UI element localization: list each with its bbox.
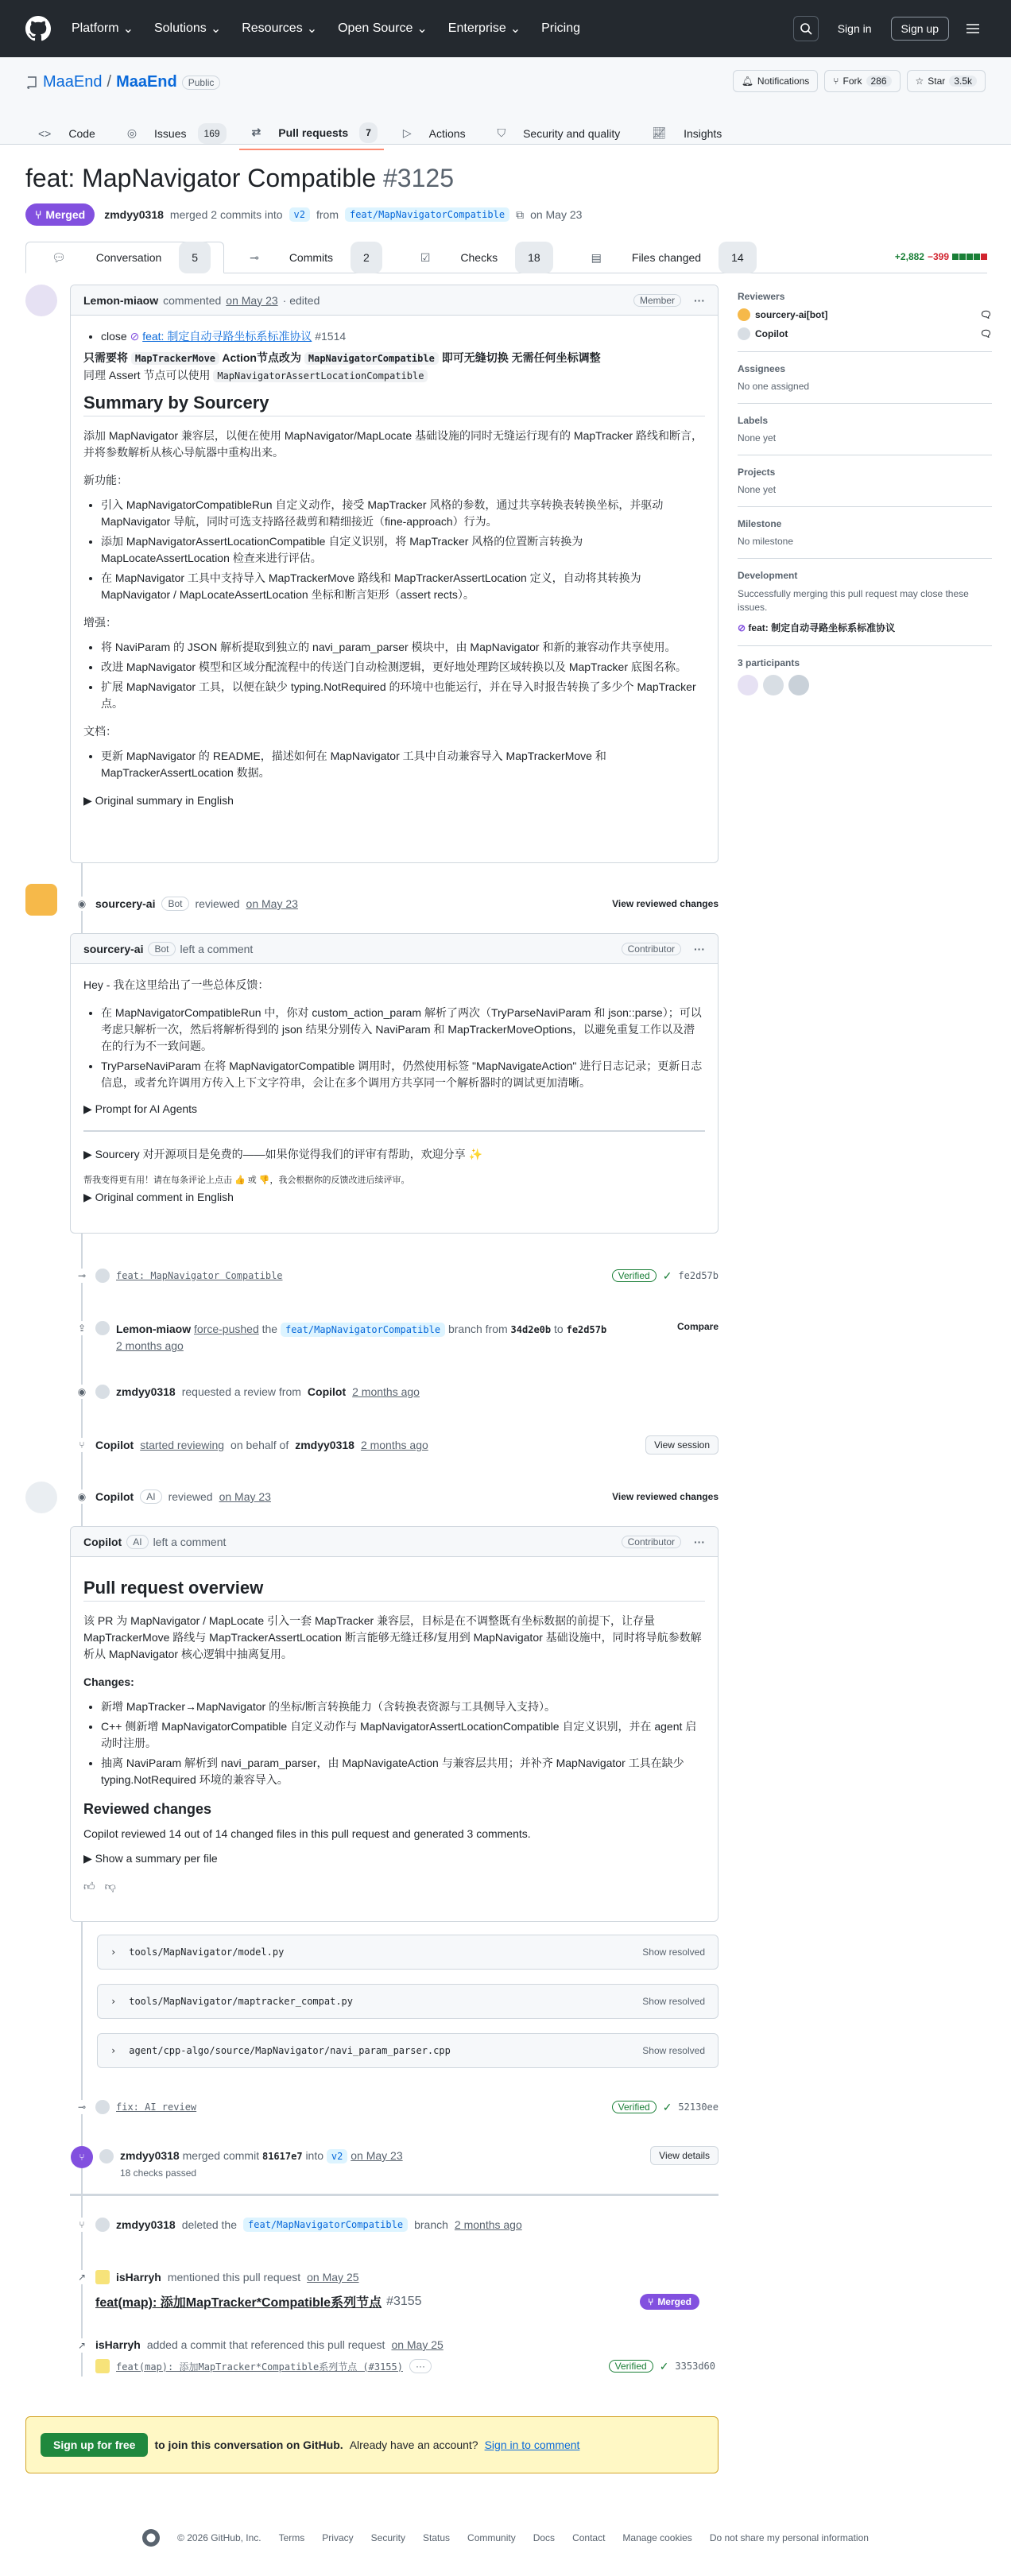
ref-commit-message[interactable]: feat(map): 添加MapTracker*Compatible系列节点 (#3155): [116, 2361, 403, 2373]
show-resolved-button[interactable]: Show resolved: [642, 1947, 705, 1958]
review-author[interactable]: Copilot: [95, 1490, 134, 1503]
push-time[interactable]: 2 months ago: [116, 1339, 184, 1352]
cross-reference-icon: ↗: [75, 2270, 89, 2284]
sourcery-free-toggle[interactable]: ▶ Sourcery 对开源项目是免费的——如果你觉得我们的评审有帮助，欢迎分享 ✨: [83, 1148, 482, 1160]
check-icon: ✓: [662, 1269, 672, 1282]
checks-status: 18 checks passed: [120, 2167, 197, 2179]
commit-sha[interactable]: fe2d57b: [678, 1270, 719, 1281]
verified-badge[interactable]: Verified: [612, 1269, 657, 1282]
comment-icon: 🗨︎: [979, 309, 992, 320]
from-sha[interactable]: 34d2e0b: [510, 1324, 552, 1335]
review-file-thread[interactable]: › tools/MapNavigator/maptracker_compat.py Show resolved: [97, 1984, 719, 2019]
sourcery-avatar[interactable]: [25, 884, 57, 916]
repo-push-icon: ⇪: [75, 1321, 89, 1335]
to-sha[interactable]: fe2d57b: [566, 1324, 607, 1335]
merger[interactable]: zmdyy0318: [120, 2149, 180, 2162]
commit-icon: ⊸: [250, 250, 259, 264]
copilot-avatar[interactable]: [25, 1482, 57, 1513]
requester[interactable]: zmdyy0318: [116, 1385, 176, 1398]
commit-sha[interactable]: 52130ee: [678, 2101, 719, 2113]
tab-issues[interactable]: ◎ Issues 169: [114, 116, 233, 150]
fork-button[interactable]: ⑂ Fork 286: [824, 70, 900, 92]
avatar: [95, 1385, 110, 1399]
repo-tabs: [25, 116, 734, 150]
notifications-button[interactable]: 🔔︎ Notifications: [733, 70, 819, 92]
chevron-down-icon: ⌄: [210, 22, 222, 36]
footer: [0, 2529, 1011, 2547]
thumbs-down-icon[interactable]: 👎︎: [104, 1880, 116, 1892]
session-owner[interactable]: zmdyy0318: [295, 1439, 354, 1451]
deletions-count: −399: [927, 251, 949, 262]
chevron-down-icon: ⌄: [306, 22, 318, 36]
review-date[interactable]: on May 23: [219, 1490, 271, 1503]
mention-date[interactable]: on May 25: [307, 2271, 359, 2284]
sign-up-button[interactable]: Sign up: [891, 17, 949, 41]
reviewers-heading: Reviewers: [738, 291, 785, 302]
comment-author[interactable]: Lemon-miaow: [83, 293, 159, 307]
check-icon: ✓: [659, 2359, 669, 2373]
participants-list: [738, 675, 992, 695]
merge-date: on May 23: [530, 208, 583, 221]
bot-badge: Bot: [148, 942, 175, 956]
force-push-event: ⇪ Lemon-miaow force-pushed the feat/MapNavigatorCompatible branch from 34d2e0b to fe2d57b 2 months ago Compare: [75, 1321, 719, 1354]
merge-divider: [70, 2194, 719, 2196]
request-time[interactable]: 2 months ago: [352, 1385, 420, 1398]
commit-icon: ⊸: [75, 2100, 89, 2114]
footer-link-security[interactable]: Security: [370, 2532, 405, 2543]
pr-author-link[interactable]: zmdyy0318: [104, 208, 164, 221]
ai-badge: AI: [126, 1535, 148, 1549]
tab-insights[interactable]: 📈︎ Insights: [639, 116, 734, 150]
sidebar: Reviewers sourcery-ai[bot] 🗨︎ Copilot 🗨︎ Assignees No one assigned Labels None yet Projects None yet Milestone No milestone Development Successfully merging this pull request may close these issues. ⊘ feat: 制定自动寻路坐标系标准协议 3 participants: [738, 291, 992, 695]
session-time[interactable]: 2 months ago: [360, 1439, 428, 1451]
reviewed-changes-heading: Reviewed changes: [83, 1801, 212, 1817]
repo-header: [0, 57, 1011, 145]
avatar[interactable]: [763, 675, 784, 695]
from-text: from: [316, 208, 339, 221]
role-badge: Member: [633, 294, 681, 307]
mentioned-pr-number: #3155: [386, 2294, 422, 2308]
nav-open-source[interactable]: Open Source ⌄: [338, 21, 428, 36]
footer-link-privacy[interactable]: Privacy: [322, 2532, 354, 2543]
bell-icon: 🔔︎: [741, 76, 753, 87]
original-summary-toggle[interactable]: ▶ Original summary in English: [83, 794, 234, 807]
prompt-toggle[interactable]: ▶ Prompt for AI Agents: [83, 1102, 198, 1115]
merge-sha[interactable]: 81617e7: [261, 2151, 303, 2162]
repo-icon: [25, 76, 38, 89]
avatar[interactable]: [788, 675, 809, 695]
review-request-event: ◉ zmdyy0318 requested a review from Copilot 2 months ago: [75, 1385, 719, 1399]
footer-link-do-not-share[interactable]: Do not share my personal information: [709, 2532, 869, 2543]
avatar: [95, 2359, 110, 2373]
ref-date[interactable]: on May 25: [391, 2338, 444, 2351]
kebab-menu-icon[interactable]: ···: [694, 1535, 705, 1548]
signup-text: to join this conversation on GitHub.: [154, 2438, 343, 2451]
issue-number: #1514: [315, 330, 347, 343]
avatar: [738, 327, 750, 340]
tab-pull-requests[interactable]: ⇄ Pull requests 7: [239, 116, 384, 150]
branch-name[interactable]: feat/MapNavigatorCompatible: [281, 1323, 445, 1337]
merged-text: merged 2 commits into: [169, 208, 283, 221]
linked-issue[interactable]: ⊘ feat: 制定自动寻路坐标系标准协议: [738, 622, 896, 633]
fork-count: 286: [866, 76, 892, 87]
chevron-down-icon: ⌄: [509, 22, 521, 36]
signup-banner: [25, 2416, 719, 2473]
graph-icon: 📈︎: [652, 126, 667, 139]
compare-button[interactable]: Compare: [676, 1321, 719, 1332]
additions-count: +2,882: [894, 251, 924, 262]
role-badge: Contributor: [622, 943, 681, 955]
signin-prompt: Already have an account?: [349, 2438, 478, 2451]
repo-name-link[interactable]: MaaEnd: [116, 73, 177, 91]
nav-resources[interactable]: Resources ⌄: [242, 21, 318, 36]
comment-icon: 🗨︎: [979, 328, 992, 339]
avatar: [738, 308, 750, 321]
chevron-right-icon: ›: [110, 2045, 117, 2056]
file-diff-icon: ▤: [591, 250, 602, 264]
avatar: [99, 2149, 114, 2163]
merge-icon: ⑂: [71, 2146, 93, 2168]
commit-sha[interactable]: 3353d60: [675, 2361, 715, 2372]
chevron-down-icon: ⌄: [416, 22, 428, 36]
cross-reference-icon: ↗: [75, 2338, 89, 2353]
deleter[interactable]: zmdyy0318: [116, 2218, 176, 2231]
tab-code[interactable]: <> Code: [25, 116, 108, 150]
avatar: [95, 2270, 110, 2284]
footer-link-cookies[interactable]: Manage cookies: [622, 2532, 692, 2543]
base-branch[interactable]: v2: [327, 2149, 347, 2163]
menu-button[interactable]: [960, 16, 986, 41]
git-branch-icon: ⑂: [75, 1438, 89, 1452]
kebab-menu-icon[interactable]: ···: [694, 942, 705, 955]
commit-message[interactable]: fix: AI review: [116, 2101, 197, 2113]
avatar[interactable]: [25, 285, 57, 316]
avatar: [95, 2100, 110, 2114]
labels-heading: Labels: [738, 415, 769, 426]
requested-reviewer[interactable]: Copilot: [307, 1385, 347, 1398]
tab-conversation[interactable]: 💬︎ Conversation 5: [25, 242, 224, 273]
kebab-menu-icon[interactable]: ···: [694, 293, 705, 307]
session-author[interactable]: Copilot: [95, 1439, 134, 1451]
ai-badge: AI: [140, 1489, 161, 1504]
pr-title: [25, 164, 454, 193]
signup-button[interactable]: Sign up for free: [41, 2433, 148, 2457]
mention-author[interactable]: isHarryh: [116, 2271, 161, 2284]
merge-icon: ⑂: [648, 2295, 654, 2307]
pr-meta: [25, 203, 582, 226]
mention-event: ↗ isHarryh mentioned this pull request on May 25 feat(map): 添加MapTracker*Compatible系列节点 #3155 ⑂ Merged: [75, 2270, 719, 2311]
show-resolved-button[interactable]: Show resolved: [642, 2045, 705, 2056]
pr-description-comment: Lemon-miaow commented on May 23 · edited Member ··· • close ⊘ feat: 制定自动寻路坐标系标准协议 #1514 只需要将 MapTrackerMove Action节点改为 MapNavigatorCompatible 即可无缝切换 无需任何坐标调整 同理 Assert 节点可以使用 MapNavigatorAssertLocationCompatible Summary by Sourcery 添加 MapNavigator 兼容层，以便在使用 MapNavigator/MapLocate 基础设施的同时无缝运行现有的 MapTracker 路线和断言，并将参数解析从核心导航器中重构出来。 新功能： • 引入 MapNavigatorCompatibleRun 自定义动作，接受 MapTracker 风格的参数，通过共享转换表转换坐标，并驱动 MapNavigator 导航，同时可选支持路径裁剪和精细接近（fine-approach）行为。 • 添加 MapNavigatorAssertLocationCompatible 自定义识别，将 MapTracker 风格的位置断言转换为 MapLocateAssertLocation 检查来进行评估。 • 在 MapNavigator 工具中支持导入 MapTrackerMove 路线和 MapTrackerAssertLocation 定义，自动将其转换为 MapNavigator / MapLocateAssertLocation 坐标和断言矩形（assert rects）。 增强： • 将 NaviParam 的 JSON 解析提取到独立的 navi_param_parser 模块中，由 MapNavigator 和新的兼容动作共享使用。 • 改进 MapNavigator 模型和区域分配流程中的传送门自动检测逻辑，更好地处理跨区域转换以及 MapTracker 底图名称。 • 扩展 MapNavigator 工具，以便在缺少 typing.NotRequired 的环境中也能运行，并在导入时报告转换了多少个 MapTracker 点。 文档： • 更新 MapNavigator 的 README，描述如何在 MapNavigator 工具中自动兼容导入 MapTrackerMove 和 MapTrackerAssertLocation 数据。 ▶ Original summary in English: [70, 285, 719, 863]
push-author[interactable]: Lemon-miaow: [116, 1323, 192, 1335]
eye-icon: ◉: [75, 1385, 89, 1399]
view-session-button[interactable]: View session: [645, 1435, 719, 1455]
projects-heading: Projects: [738, 467, 776, 478]
nav-platform[interactable]: Platform ⌄: [72, 21, 134, 36]
sign-in-link[interactable]: Sign in: [837, 22, 872, 35]
footer-link-contact[interactable]: Contact: [572, 2532, 606, 2543]
footer-link-docs[interactable]: Docs: [533, 2532, 556, 2543]
file-summary-toggle[interactable]: ▶ Show a summary per file: [83, 1852, 218, 1865]
assignees-heading: Assignees: [738, 363, 786, 374]
bot-badge: Bot: [161, 897, 188, 911]
participants-heading: 3 participants: [738, 657, 800, 668]
main-nav: [72, 21, 580, 37]
github-logo-icon[interactable]: [25, 16, 51, 41]
merged-state-badge: ⑂ Merged: [25, 203, 95, 226]
reactions: [83, 1878, 705, 1895]
copilot-session-event: ⑂ Copilot started reviewing on behalf of zmdyy0318 2 months ago View session: [75, 1435, 719, 1455]
eye-icon: ◉: [75, 1489, 89, 1504]
pr-tabs: [25, 242, 987, 273]
commit-event: [75, 1269, 719, 1283]
milestone-heading: Milestone: [738, 518, 782, 529]
mentioned-pr-state: ⑂ Merged: [640, 2294, 699, 2310]
issues-count: 169: [198, 123, 227, 144]
copy-icon[interactable]: ⧉: [516, 207, 525, 221]
copyright: © 2026 GitHub, Inc.: [177, 2532, 261, 2543]
comment-date[interactable]: on May 23: [226, 293, 278, 307]
star-button[interactable]: ☆ Star 3.5k: [907, 70, 986, 92]
ellipsis-button[interactable]: ···: [409, 2359, 432, 2373]
chevron-right-icon: ›: [110, 1996, 117, 2007]
menu-icon: [966, 22, 980, 35]
role-badge: Contributor: [622, 1536, 681, 1548]
github-logo-icon[interactable]: [142, 2529, 160, 2547]
repo-separator: /: [107, 73, 112, 91]
nav-enterprise[interactable]: Enterprise ⌄: [447, 21, 521, 36]
code-icon: <>: [38, 126, 52, 140]
review-event: ◉ sourcery-ai Bot reviewed on May 23 View reviewed changes: [75, 897, 719, 911]
avatar[interactable]: [738, 675, 758, 695]
nav-solutions[interactable]: Solutions ⌄: [153, 21, 222, 36]
review-file-thread[interactable]: › tools/MapNavigator/model.py Show resolved: [97, 1935, 719, 1970]
ref-author[interactable]: isHarryh: [95, 2338, 141, 2351]
visibility-badge: Public: [182, 76, 221, 90]
copilot-review-event: ◉ Copilot AI reviewed on May 23 View reviewed changes: [75, 1489, 719, 1504]
commit-event: [75, 2100, 719, 2114]
comment-icon: 💬︎: [52, 250, 66, 264]
commit-icon: ⊸: [75, 1269, 89, 1283]
merge-icon: ⑂: [35, 208, 42, 221]
search-icon: [800, 22, 812, 35]
repo-owner-link[interactable]: MaaEnd: [43, 73, 103, 91]
commit-message[interactable]: feat: MapNavigator Compatible: [116, 1270, 283, 1281]
avatar: [95, 1321, 110, 1335]
verified-badge[interactable]: Verified: [612, 2101, 657, 2113]
started-reviewing-link[interactable]: started reviewing: [140, 1439, 225, 1451]
chevron-down-icon: ⌄: [122, 22, 134, 36]
eye-icon: ◉: [75, 897, 89, 911]
tab-security[interactable]: ⛉ Security and quality: [485, 116, 633, 150]
head-branch[interactable]: feat/MapNavigatorCompatible: [345, 207, 509, 222]
git-branch-icon: ⑂: [75, 2218, 89, 2232]
avatar: [95, 2218, 110, 2232]
review-date[interactable]: on May 23: [246, 897, 298, 910]
signin-link[interactable]: Sign in to comment: [484, 2438, 580, 2451]
checklist-icon: ☑: [420, 250, 431, 264]
copilot-review-comment: Copilot AI left a comment Contributor ··· Pull request overview 该 PR 为 MapNavigator / MapLocate 引入一套 MapTracker 兼容层，目标是在不调整既有坐标数据的前提下，让存量 MapTrackerMove 路线与 MapTrackerAssertLocation 断言能够无缝迁移/复用到 MapNavigator 基础设施中，同时将导航参数解析从 MapNavigator 核心逻辑中抽离复用。 Changes: • 新增 MapTracker→MapNavigator 的坐标/断言转换能力（含转换表资源与工具侧导入支持）。 • C++ 侧新增 MapNavigatorCompatible 自定义动作与 MapNavigatorAssertLocationCompatible 自定义识别，并在 agent 启动时注册。 • 抽离 NaviParam 解析到 navi_param_parser，由 MapNavigateAction 与兼容层共用；并补齐 MapNavigator 工具在缺少 typing.NotRequired 环境的兼容导入。 Reviewed changes Copilot reviewed 14 out of 14 changed files in this pull request and generated 3 comments. ▶ Show a summary per file 👍︎ 👎︎: [70, 1526, 719, 1922]
pr-title-text: feat: MapNavigator Compatible: [25, 164, 377, 192]
footer-link-community[interactable]: Community: [467, 2532, 516, 2543]
shield-icon: ⛉: [497, 126, 506, 139]
tab-commits[interactable]: ⊸ Commits 2: [224, 242, 395, 273]
delete-time[interactable]: 2 months ago: [454, 2218, 522, 2231]
review-file-thread[interactable]: › agent/cpp-algo/source/MapNavigator/navi_param_parser.cpp Show resolved: [97, 2033, 719, 2068]
footer-link-terms[interactable]: Terms: [278, 2532, 305, 2543]
force-pushed-link[interactable]: force-pushed: [194, 1323, 259, 1335]
review-author[interactable]: sourcery-ai: [95, 897, 156, 910]
pr-count: 7: [359, 122, 378, 143]
overview-heading: Pull request overview: [83, 1579, 705, 1602]
view-details-button[interactable]: View details: [650, 2146, 719, 2165]
branch-deleted-event: ⑂ zmdyy0318 deleted the feat/MapNavigatorCompatible branch 2 months ago: [75, 2218, 719, 2232]
global-header: [0, 0, 1011, 57]
summary-heading: Summary by Sourcery: [83, 394, 705, 416]
view-reviewed-changes[interactable]: View reviewed changes: [612, 898, 719, 909]
review-comment: sourcery-ai Bot left a comment Contributor ··· Hey - 我在这里给出了一些总体反馈： • 在 MapNavigatorCompatibleRun 中，你对 custom_action_param 解析了两次（TryParseNaviParam 和 json::parse）；可以考虑只解析一次，然后将解析得到的 json 结果分别传入 NaviParam 和 MapTrackerMoveOptions，以避免重复工作以及潜在的行为不一致问题。 • TryParseNaviParam 在将 MapNavigatorCompatible 调用时，仍然使用标签 "MapNavigateAction" 进行日志记录；更新日志信息，或者允许调用方传入上下文字符串，会让在多个调用方共享同一个解析器时的调试更加清晰。 ▶ Prompt for AI Agents ▶ Sourcery 对开源项目是免费的——如果你觉得我们的评审有帮助，欢迎分享 ✨ 帮我变得更有用！请在每条评论上点击 👍 或 👎，我会根据你的反馈改进后续评审。 ▶ Original comment in English: [70, 933, 719, 1234]
thumbs-up-icon[interactable]: 👍︎: [83, 1880, 95, 1892]
star-count: 3.5k: [949, 76, 977, 87]
chevron-right-icon: ›: [110, 1947, 117, 1958]
tab-actions[interactable]: ▷ Actions: [390, 116, 478, 150]
issue-closed-icon: ⊘: [130, 330, 140, 343]
verified-badge[interactable]: Verified: [609, 2360, 653, 2373]
issue-icon: ◎: [126, 126, 138, 139]
pr-number: #3125: [383, 164, 454, 192]
show-resolved-button[interactable]: Show resolved: [642, 1996, 705, 2007]
check-icon: ✓: [662, 2100, 672, 2113]
reviewer-item[interactable]: sourcery-ai[bot] 🗨︎: [738, 308, 992, 321]
comment-author[interactable]: Copilot: [83, 1535, 122, 1548]
star-icon: ☆: [915, 76, 924, 87]
reference-commit-event: ↗ isHarryh added a commit that referenced this pull request on May 25 feat(map): 添加MapTracker*Compatible系列节点 (#3155) ··· Verified ✓ 3353d60: [75, 2338, 719, 2373]
divider: [83, 1130, 705, 1132]
reviewer-item[interactable]: Copilot 🗨︎: [738, 327, 992, 340]
view-reviewed-changes[interactable]: View reviewed changes: [612, 1491, 719, 1502]
fork-icon: ⑂: [833, 76, 839, 87]
original-comment-toggle[interactable]: ▶ Original comment in English: [83, 1191, 234, 1203]
diffstat-bar: [952, 254, 987, 260]
play-icon: ▷: [402, 126, 412, 139]
tab-checks[interactable]: ☑ Checks 18: [395, 242, 566, 273]
tab-files-changed[interactable]: ▤ Files changed 14: [566, 242, 769, 273]
edited-dropdown[interactable]: · edited: [282, 293, 320, 307]
pull-request-icon: ⇄: [251, 126, 261, 138]
avatar: [95, 1269, 110, 1283]
search-button[interactable]: [793, 16, 819, 41]
development-heading: Development: [738, 570, 798, 581]
deleted-branch: feat/MapNavigatorCompatible: [243, 2218, 408, 2232]
merged-event: ⑂ zmdyy0318 merged commit 81617e7 into v2 on May 23 18 checks passed View details: [75, 2146, 719, 2181]
footer-link-status[interactable]: Status: [423, 2532, 451, 2543]
linked-issue-link[interactable]: feat: 制定自动寻路坐标系标准协议: [142, 330, 312, 343]
comment-author[interactable]: sourcery-ai: [83, 942, 144, 955]
diffstat: [895, 251, 987, 262]
merge-date[interactable]: on May 23: [351, 2149, 403, 2162]
nav-pricing[interactable]: Pricing: [541, 21, 581, 35]
base-branch[interactable]: v2: [289, 207, 310, 222]
issue-closed-icon: ⊘: [738, 622, 746, 633]
mentioned-pr-link[interactable]: feat(map): 添加MapTracker*Compatible系列节点: [95, 2296, 382, 2310]
comment-action: commented: [163, 293, 222, 307]
